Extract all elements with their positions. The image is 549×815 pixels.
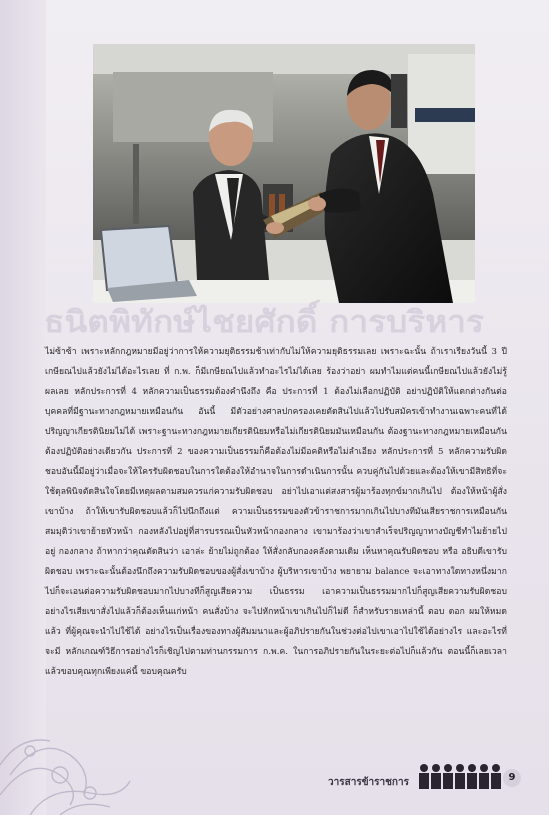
event-photo: [93, 44, 475, 303]
people-group-icon: [418, 763, 502, 789]
floral-swirl-ornament: [0, 675, 170, 815]
page-number: 9: [503, 769, 521, 787]
journal-title: วารสารข้าราชการ: [328, 777, 409, 788]
article-body: ไม่ซ้าซ้า เพราะหลักกฎหมายมีอยู่ว่าการให้ความยุติธรรมช้าเท่ากับไม่ให้ความยุติธรรมเลย เพราะฉะนั้น ถ้าเราเรียงวันนี้ 3 ปีเกษียณไปแล้วยังไม่ได้อะไรเลย ที่ ก.พ. ก็มีเกษียณไปแล้วทำอะไรไม่ได้เลย ร้องว่าอย่า ผมทำไมแต่คนนี้เกษียณไปแล้วยังไม่รู้ผลเลย หลักประการที่ 4 หลักความเป็นธรรมต้องคำนึงถึง คือ ประการที่ 1 ต้องไม่เลือกปฏิบัติ อย่าปฏิบัติให้แตกต่างกันต่อบุคคลที่มีฐานะทางกฎหมายเหมือนกัน อันนี้ มีตัวอย่างศาลปกครองเคยตัดสินไปแล้วไปรับสมัครเข้าทำงานเฉพาะคนที่ได้ปริญญาเกียรตินิยมไม่ได้ เพราะฐานะทางกฎหมายเกียรตินิยมหรือไม่เกียรตินิยมมันเหมือนกัน ต้องฐานะทางกฎหมายเหมือนกัน ต้องปฏิบัติอย่างเดียวกัน ประการที่ 2 ของความเป็นธรรมก็คือต้องไม่มีอคติหรือไม่ลำเอียง หลักประการที่ 5 หลักความรับผิดชอบอันนี้มีอยู่ว่าเมื่อจะให้ใครรับผิดชอบในการใดต้องให้อำนาจในการดำเนินการนั้น ควบคู่กันไปด้วยและต้องให้เขามีสิทธิที่จะใช้ดุลพินิจตัดสินใจโดยมีเหตุผลตามสมควรแก่ความรับผิดชอบ อย่าไปเอาแต่สงสารผู้มาร้องทุกข์มากเกินไป ต้องให้หน้าผู้สั่งเขาบ้าง ถ้าให้เขารับผิดชอบแล้วก็ไปนึกถึงแต่ ความเป็นธรรมของตัวข้าราชการมากเกินไปบางทีมันเสียราชการเหมือนกัน สมมุติว่าเขาย้ายหัวหน้า กองหลังไปอยู่ที่สารบรรณเป็นหัวหน้ากองกลาง เขามาร้องว่าเขาสำเร็จปริญญาทางบัญชีทำไมย้ายไปอยู่ กองกลาง ถ้าหากว่าคุณตัดสินว่า เอาล่ะ ย้ายไม่ถูกต้อง ให้สั่งกลับกองคลังตามเดิม เห็นหาคุณรับผิดชอบ หรือ อธิบดีเขารับผิดชอบ เพราะฉะนั้นต้องนึกถึงความรับผิดชอบของผู้สั่งเขาบ้าง ผู้บริหารเขาบ้าง พยายาม balance จะเอาทางใดทางหนึ่งมากไปก็จะเอนต่อความรับผิดชอบมากไปบางทีก็สูญเสียความ เป็นธรรม เอาความเป็นธรรมมากไปก็สูญเสียความรับผิดชอบ อย่างไรเสียเขาสั่งไปแล้วก็ต้องเห็นแก่หน้า คนสั่งบ้าง จะไปหักหน้าเขาเกินไปก็ไม่ดี ก็สำหรับรายเหล่านี้ ตอบ ดอก ผมให้หมดแล้ว ที่ผู้คุณจะนำไปใช้ได้ อย่างไรเป็นเรื่องของทางผู้สัมมนาและผู้อภิปรายกันในช่วงต่อไปเขาเอาไปใช้ได้อย่างไร และอะไรที่จะมี หลักเกณฑ์วิธีการอย่างไรก็เชิญไปตามท่านกรรมการ ก.พ.ค. ในการอภิปรายกันในระยะต่อไปก็แล้วกัน ตอนนี้ก็เลยเวลาแล้วขอบคุณทุกเพียงแค่นี้ ขอบคุณครับ: [45, 347, 507, 677]
watermark-banner: [44, 298, 484, 342]
watermark-text: ธนิตพิทักษ์ไชยศักดิ์ การบริหาร: [44, 305, 439, 340]
photo-illustration: [93, 44, 475, 303]
